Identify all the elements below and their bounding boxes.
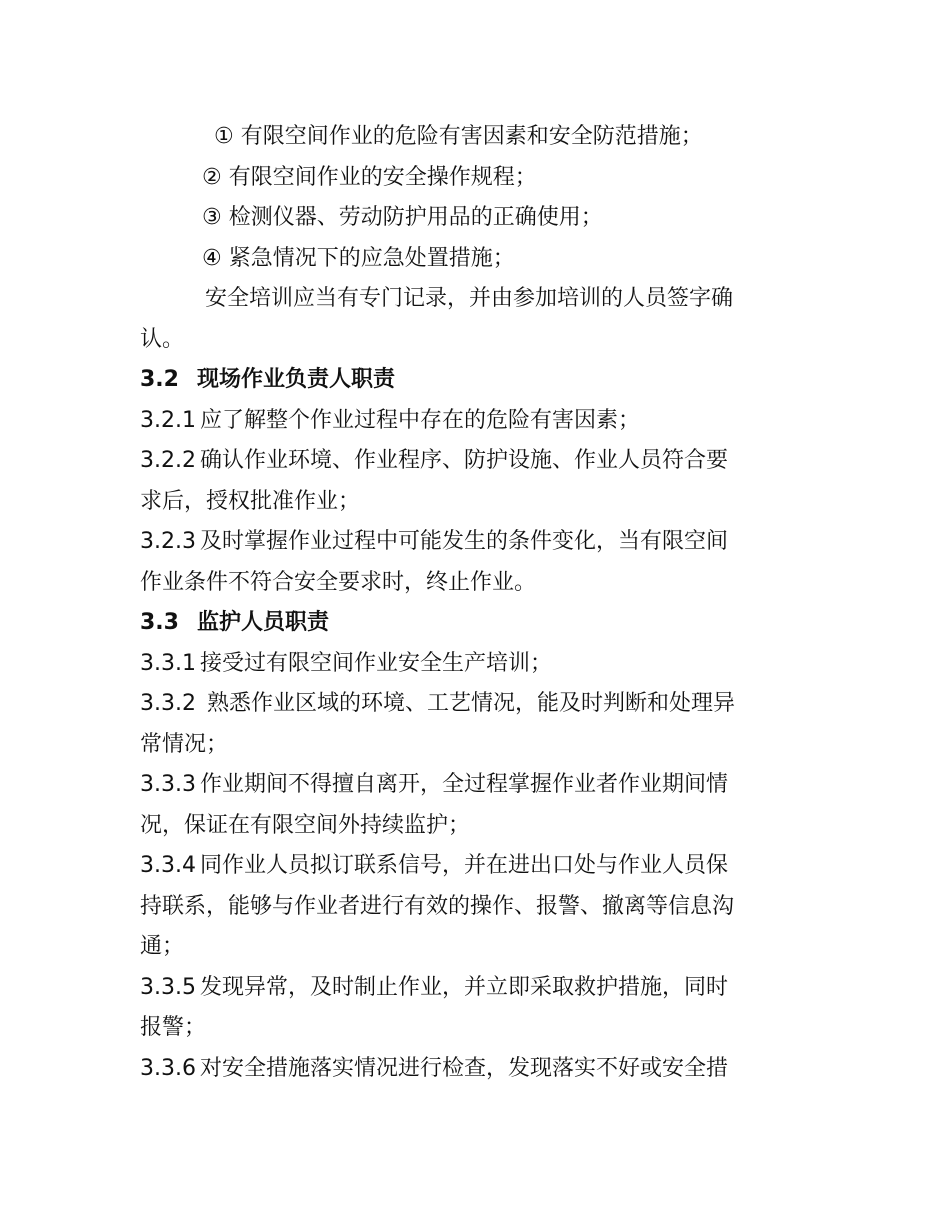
clause-continuation: 报警； (140, 1015, 207, 1040)
list-item: ④ 紧急情况下的应急处置措施； (202, 245, 515, 271)
clause-text: 熟悉作业区域的环境、工艺情况，能及时判断和处理异 (199, 691, 735, 716)
section-number: 3.3 (140, 610, 179, 635)
list-item: ③ 检测仪器、劳动防护用品的正确使用； (202, 205, 603, 230)
clause-text: 确认作业环境、作业程序、防护设施、作业人员符合要 (199, 448, 728, 473)
paragraph-line: 安全培训应当有专门记录，并由参加培训的人员签字确 (205, 286, 734, 311)
paragraph-line: 认。 (140, 326, 185, 352)
clause-text: 对安全措施落实情况进行检查，发现落实不好或安全措 (199, 1055, 728, 1081)
clause-line (140, 684, 815, 725)
clause-line (140, 846, 815, 887)
section-title: 监护人员职责 (197, 610, 330, 635)
clause-number: 3.2.3 (140, 529, 196, 554)
clause-number: 3.3.2 (140, 691, 196, 716)
section-title: 现场作业负责人职责 (197, 367, 396, 392)
clause-number: 3.3.1 (140, 650, 196, 676)
clause-number: 3.3.5 (140, 974, 196, 1000)
section-heading (140, 603, 815, 644)
clause-number: 3.3.3 (140, 772, 196, 797)
clause-line (140, 522, 815, 563)
section-number: 3.2 (140, 367, 179, 392)
clause-line (140, 401, 815, 442)
clause-number: 3.2.1 (140, 407, 196, 433)
clause-line (140, 644, 815, 685)
clause-continuation: 通； (140, 934, 185, 959)
clause-number: 3.2.2 (140, 448, 196, 473)
clause-number: 3.3.6 (140, 1055, 196, 1081)
clause-text: 发现异常，及时制止作业，并立即采取救护措施，同时 (199, 974, 728, 1000)
clause-continuation: 持联系，能够与作业者进行有效的操作、报警、撤离等信息沟 (140, 893, 735, 919)
clause-text: 接受过有限空间作业安全生产培训； (199, 650, 552, 676)
document-body (140, 117, 815, 1089)
clause-text: 应了解整个作业过程中存在的危险有害因素； (199, 407, 640, 433)
clause-text: 及时掌握作业过程中可能发生的条件变化，当有限空间 (199, 529, 728, 554)
clause-text: 作业期间不得擅自离开，全过程掌握作业者作业期间情 (199, 772, 728, 797)
list-item: ① 有限空间作业的危险有害因素和安全防范措施； (214, 124, 703, 149)
clause-number: 3.3.4 (140, 853, 196, 878)
clause-continuation: 作业条件不符合安全要求时，终止作业。 (140, 569, 537, 595)
clause-line (140, 441, 815, 482)
section-heading (140, 360, 815, 401)
list-item: ② 有限空间作业的安全操作规程； (202, 164, 537, 190)
clause-line (140, 1049, 815, 1090)
clause-continuation: 求后，授权批准作业； (140, 488, 361, 514)
clause-text: 同作业人员拟订联系信号，并在进出口处与作业人员保 (199, 853, 728, 878)
clause-continuation: 常情况； (140, 731, 229, 757)
clause-line (140, 765, 815, 806)
clause-line (140, 968, 815, 1009)
clause-continuation: 况，保证在有限空间外持续监护； (140, 812, 471, 838)
